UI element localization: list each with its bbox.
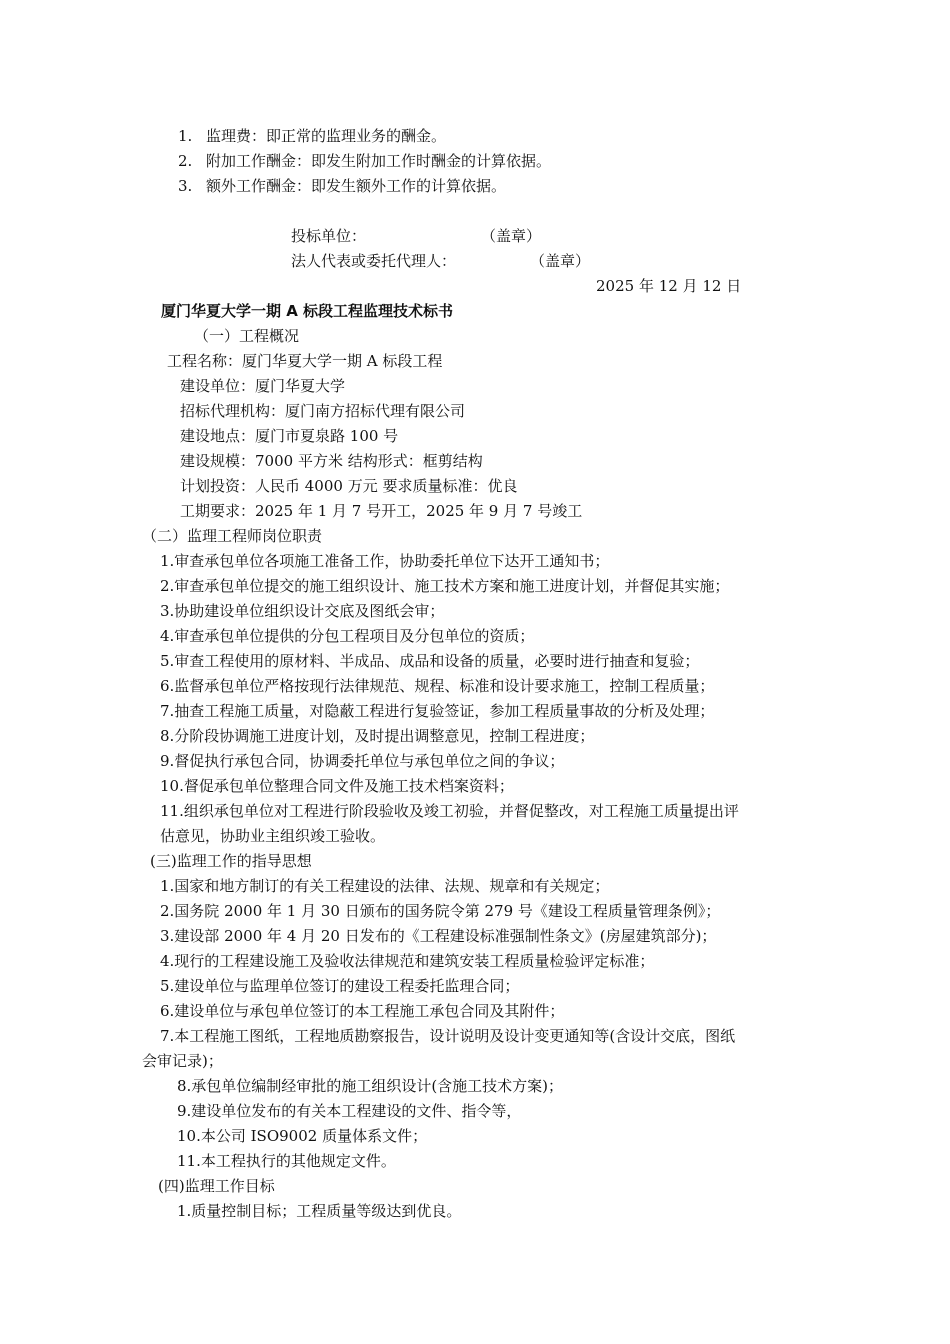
guiding-item: 5.建设单位与监理单位签订的建设工程委托监理合同； [160,977,520,995]
duty-item: 6.监督承包单位严格按现行法律规范、规程、标准和设计要求施工，控制工程质量； [160,677,715,695]
fee-item-text: 额外工作酬金：即发生额外工作的计算依据。 [206,177,507,195]
bidder-label: 投标单位： [291,227,367,245]
duty-item: 1.审查承包单位各项施工准备工作，协助委托单位下达开工通知书； [160,552,610,570]
guiding-item: 2.国务院 2000 年 1 月 30 日颁布的国务院令第 279 号《建设工程质量管理条例》； [160,902,721,920]
duty-item: 3.协助建设单位组织设计交底及图纸会审； [160,602,445,620]
duty-item-continuation: 估意见，协助业主组织竣工验收。 [160,827,386,845]
duty-item: 5.审查工程使用的原材料、半成品、成品和设备的质量，必要时进行抽查和复验； [160,652,700,670]
bidder-seal: （盖章） [481,227,542,245]
duty-item: 11.组织承包单位对工程进行阶段验收及竣工初验，并督促整改，对工程施工质量提出评 [160,802,739,820]
guiding-item: 4.现行的工程建设施工及验收法律规范和建筑安装工程质量检验评定标准； [160,952,655,970]
guiding-item: 3.建设部 2000 年 4 月 20 日发布的《工程建设标准强制性条文》(房屋建筑部分)； [160,927,717,945]
guiding-item: 7.本工程施工图纸，工程地质勘察报告，设计说明及设计变更通知等(含设计交底，图纸 [160,1027,736,1045]
fee-item-text: 监理费：即正常的监理业务的酬金。 [206,127,447,145]
signature-date: 2025 年 12 月 12 日 [596,277,742,295]
fee-item-text: 附加工作酬金：即发生附加工作时酬金的计算依据。 [206,152,552,170]
guiding-item: 6.建设单位与承包单位签订的本工程施工承包合同及其附件； [160,1002,565,1020]
guiding-item: 11.本工程执行的其他规定文件。 [177,1152,396,1170]
section-heading-overview: （一）工程概况 [194,327,300,345]
legal-rep-label: 法人代表或委托代理人： [291,252,457,270]
guiding-item: 10.本公司 ISO9002 质量体系文件； [177,1127,428,1145]
duty-item: 8.分阶段协调施工进度计划，及时提出调整意见，控制工程进度； [160,727,595,745]
overview-line: 工程名称：厦门华夏大学一期 A 标段工程 [167,352,443,370]
section-heading-goals: (四)监理工作目标 [158,1177,275,1195]
fee-item-number: 3. [178,177,193,195]
document-title: 厦门华夏大学一期 A 标段工程监理技术标书 [161,302,454,320]
overview-line: 招标代理机构：厦门南方招标代理有限公司 [180,402,466,420]
guiding-item: 8.承包单位编制经审批的施工组织设计(含施工技术方案)； [177,1077,564,1095]
goal-item: 1.质量控制目标；工程质量等级达到优良。 [177,1202,462,1220]
overview-line: 工期要求：2025 年 1 月 7 号开工，2025 年 9 月 7 号竣工 [180,502,583,520]
duty-item: 7.抽查工程施工质量，对隐蔽工程进行复验签证，参加工程质量事故的分析及处理； [160,702,715,720]
section-heading-guiding: (三)监理工作的指导思想 [150,852,312,870]
overview-line: 建设单位：厦门华夏大学 [180,377,346,395]
fee-item [178,176,506,196]
guiding-item: 1.国家和地方制订的有关工程建设的法律、法规、规章和有关规定； [160,877,610,895]
overview-line: 建设地点：厦门市夏泉路 100 号 [180,427,399,445]
duty-item: 4.审查承包单位提供的分包工程项目及分包单位的资质； [160,627,535,645]
legal-rep-seal: （盖章） [530,252,591,270]
fee-item-number: 1. [178,127,193,145]
overview-line: 建设规模：7000 平方米 结构形式：框剪结构 [180,452,483,470]
fee-item-number: 2. [178,152,193,170]
duty-item: 2.审查承包单位提交的施工组织设计、施工技术方案和施工进度计划，并督促其实施； [160,577,730,595]
duty-item: 9.督促执行承包合同，协调委托单位与承包单位之间的争议； [160,752,565,770]
fee-item [178,151,551,171]
duty-item: 10.督促承包单位整理合同文件及施工技术档案资料； [160,777,514,795]
guiding-item: 9.建设单位发布的有关本工程建设的文件、指令等， [177,1102,522,1120]
guiding-item-continuation: 会审记录)； [142,1052,223,1070]
overview-line: 计划投资：人民币 4000 万元 要求质量标准：优良 [180,477,518,495]
fee-item [178,126,446,146]
section-heading-duties: （二）监理工程师岗位职责 [142,527,323,545]
